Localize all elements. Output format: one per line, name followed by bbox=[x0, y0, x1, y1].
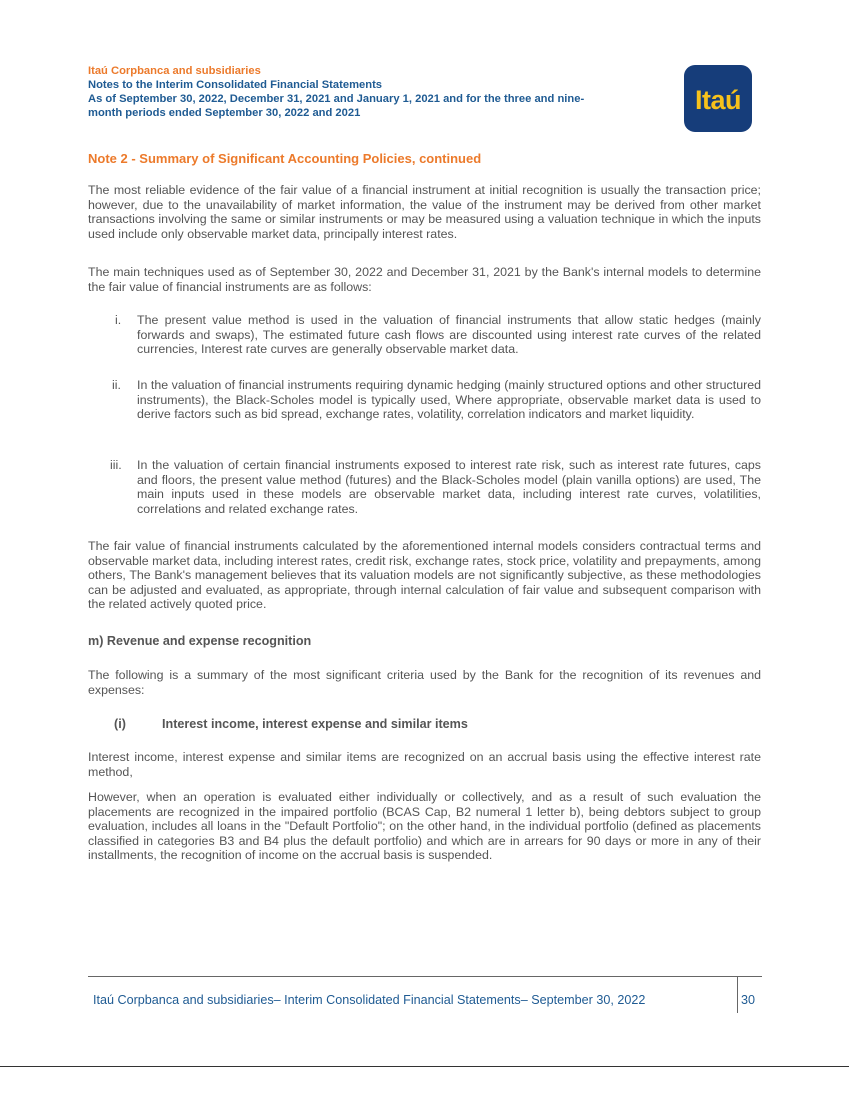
paragraph-interest-income: Interest income, interest expense and similar items are recognized on an accrual basis using the effective interest rate method, bbox=[88, 750, 761, 779]
header-period-line2: month periods ended September 30, 2022 and 2021 bbox=[88, 107, 361, 119]
footer-page-divider bbox=[737, 976, 738, 1013]
list-num-i: i. bbox=[115, 313, 122, 327]
page-number: 30 bbox=[741, 993, 756, 1007]
note-title: Note 2 - Summary of Significant Accounting Policies, continued bbox=[88, 151, 482, 166]
section-revenue-expense-heading: m) Revenue and expense recognition bbox=[88, 634, 312, 648]
header-period-line1: As of September 30, 2022, December 31, 2021 and January 1, 2021 and for the three and nine- bbox=[88, 93, 585, 105]
paragraph-summary-criteria: The following is a summary of the most significant criteria used by the Bank for the recognition of its revenues and expenses: bbox=[88, 668, 761, 697]
page-bottom-rule bbox=[0, 1066, 849, 1067]
list-item-ii: In the valuation of financial instruments requiring dynamic hedging (mainly structured options and other structured instruments), the Black-Scholes model is typically used, Where appropriate, observable market data is used to derive factors such as bid spread, exchange rates, volatility, correlation indicators and market liquidity. bbox=[137, 378, 761, 422]
subsection-number: (i) bbox=[114, 717, 126, 731]
subsection-title: Interest income, interest expense and similar items bbox=[162, 717, 468, 731]
logo-text: Itaú bbox=[694, 85, 741, 115]
footer-divider bbox=[88, 976, 762, 977]
paragraph-impaired-portfolio: However, when an operation is evaluated either individually or collectively, and as a result of such evaluation the placements are recognized in the impaired portfolio (BCAS Cap, B2 numeral 1 letter b), being debtors subject to group evaluation, includes all loans in the "Default Portfolio"; on the other hand, in the individual portfolio (defined as placements classified in categories B3 and B4 plus the default portfolio) and which are in arrears for 90 days or more in any of their installments, the recognition of income on the accrual basis is suspended. bbox=[88, 790, 761, 863]
header-company: Itaú Corpbanca and subsidiaries bbox=[88, 65, 261, 77]
list-num-iii: iii. bbox=[110, 458, 122, 472]
itau-logo bbox=[684, 65, 752, 132]
header-notes-title: Notes to the Interim Consolidated Financial Statements bbox=[88, 79, 383, 91]
list-num-ii: ii. bbox=[112, 378, 121, 392]
paragraph-main-techniques: The main techniques used as of September 30, 2022 and December 31, 2021 by the Bank's internal models to determine the fair value of financial instruments are as follows: bbox=[88, 265, 761, 294]
list-item-i: The present value method is used in the valuation of financial instruments that allow static hedges (mainly forwards and swaps), The estimated future cash flows are discounted using interest rate curves of the related currencies, Interest rate curves are generally observable market data. bbox=[137, 313, 761, 357]
paragraph-fair-value-models: The fair value of financial instruments calculated by the aforementioned internal models considers contractual terms and observable market data, including interest rates, credit risk, exchange rates, stock price, volatility and prepayments, among others, The Bank's management believes that its valuation models are not significantly subjective, as these methodologies can be adjusted and evaluated, as appropriate, through internal calculation of fair value and subsequent comparison with the related actively quoted price. bbox=[88, 539, 761, 612]
footer-text: Itaú Corpbanca and subsidiaries– Interim Consolidated Financial Statements– September 30, 2022 bbox=[93, 993, 646, 1007]
document-header bbox=[88, 64, 668, 120]
list-item-iii: In the valuation of certain financial instruments exposed to interest rate risk, such as interest rate futures, caps and floors, the present value method (futures) and the Black-Scholes model (plain vanilla options) are used, The main inputs used in these models are observable market data, including interest rate curves, volatilities, correlations and related exchange rates. bbox=[137, 458, 761, 516]
paragraph-fair-value-evidence: The most reliable evidence of the fair value of a financial instrument at initial recognition is usually the transaction price; however, due to the unavailability of market information, the value of the instrument may be derived from other market transactions involving the same or similar instruments or may be measured using a valuation technique in which the inputs used include only observable market data, principally interest rates. bbox=[88, 183, 761, 241]
